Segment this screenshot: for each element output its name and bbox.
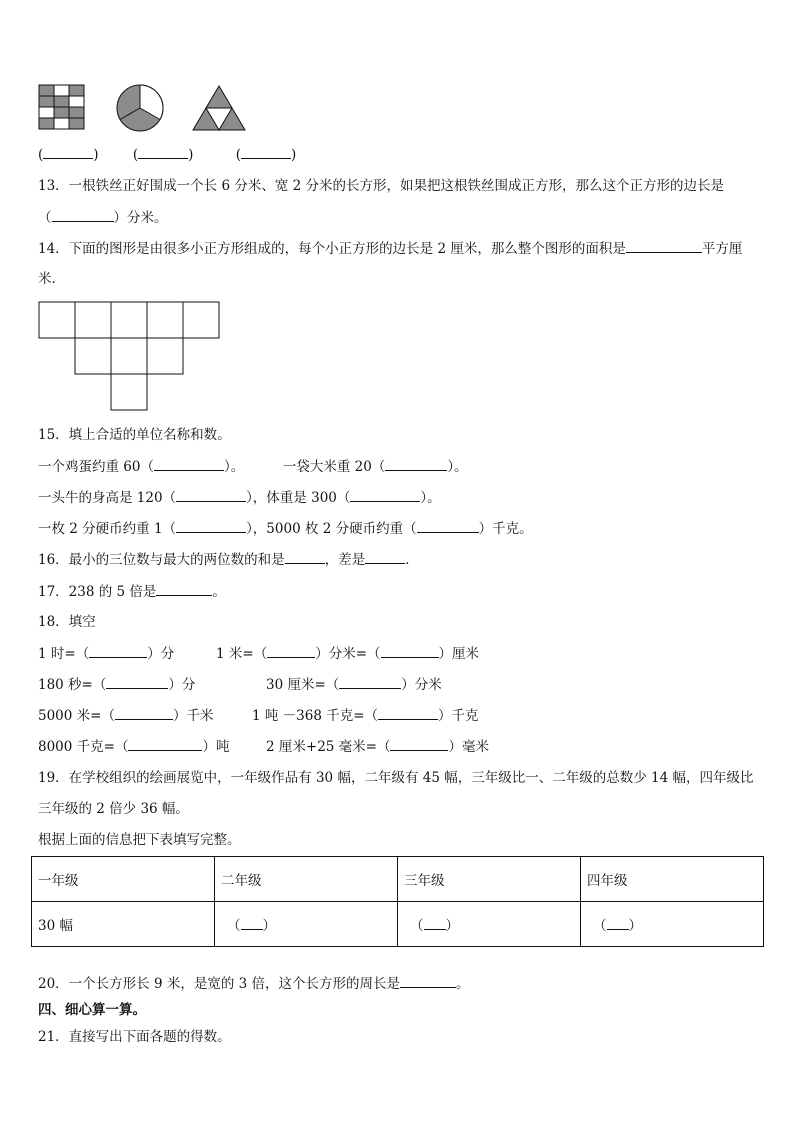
q17-text: 17．238 的 5 倍是 。 (38, 581, 226, 602)
q12-blank-3[interactable]: ( ) (236, 147, 297, 163)
q18-row-1-left: 1 时=（ ）分 (38, 643, 174, 664)
q20-blank[interactable] (400, 973, 456, 988)
header-grade-3: 三年级 (398, 857, 581, 902)
q15-row-3: 一枚 2 分硬币约重 1（ ），5000 枚 2 分硬币约重（ ）千克。 (38, 518, 533, 539)
q19-text: 19．在学校组织的绘画展览中，一年级作品有 30 幅，二年级有 45 幅，三年级比一、二年级的总数少 14 幅，四年级比 (38, 770, 754, 786)
q13-answer-line: （ ）分米。 (38, 207, 168, 228)
q18-blank-30cm[interactable] (339, 674, 401, 689)
section-title: 四、细心算一算。 (38, 1002, 146, 1018)
q18-blank-kg[interactable] (378, 705, 438, 720)
q14-text: 14．下面的图形是由很多小正方形组成的，每个小正方形的边长是 2 厘米，那么整个图形的面积是 平方厘 (38, 238, 742, 259)
q18-blank-cm[interactable] (381, 643, 439, 658)
q15-blank-coins[interactable] (417, 518, 479, 533)
q20-text: 20．一个长方形长 9 米，是宽的 3 倍，这个长方形的周长是 。 (38, 973, 470, 994)
q15-blank-weight[interactable] (350, 487, 420, 502)
q18-row-4-right: 2 厘米+25 毫米=（ ）毫米 (266, 736, 489, 757)
q15-blank-coin[interactable] (176, 518, 246, 533)
grid-fraction-figure (38, 84, 86, 132)
value-grade-4[interactable]: （ ） (581, 902, 764, 947)
q12-answer-blanks (38, 144, 296, 165)
q15-row-2: 一头牛的身高是 120（ ），体重是 300（ ）。 (38, 487, 441, 508)
q13-blank[interactable] (52, 207, 114, 222)
q16-text: 16．最小的三位数与最大的两位数的和是 ，差是 ． (38, 549, 419, 570)
q15-blank-rice[interactable] (385, 456, 447, 471)
q14-text-cont: 米． (38, 271, 65, 287)
q19-instruction: 根据上面的信息把下表填写完整。 (38, 832, 241, 848)
q15-blank-egg[interactable] (154, 456, 224, 471)
q18-row-3-right: 1 吨 －368 千克=（ ）千克 (252, 705, 479, 726)
q15-blank-height[interactable] (176, 487, 246, 502)
table-header-row (32, 857, 764, 902)
q21-text: 21．直接写出下面各题的得数。 (38, 1029, 231, 1045)
q18-row-4-left: 8000 千克=（ ）吨 (38, 736, 229, 757)
q18-row-3-left: 5000 米=（ ）千米 (38, 705, 213, 726)
q15-row-1: 一个鸡蛋约重 60（ ）。 一袋大米重 20（ ）。 (38, 456, 468, 477)
circle-fraction-figure (115, 83, 165, 133)
grade-table (31, 856, 764, 947)
q12-blank-1[interactable]: ( ) (38, 147, 99, 163)
q13-text: 13．一根铁丝正好围成一个长 6 分米、宽 2 分米的长方形，如果把这根铁丝围成正方形，那么这个正方形的边长是 (38, 178, 725, 194)
value-grade-1: 30 幅 (32, 902, 215, 947)
q19-text-cont: 三年级的 2 倍少 36 幅。 (38, 801, 189, 817)
value-grade-3[interactable]: （ ） (398, 902, 581, 947)
q15-title: 15．填上合适的单位名称和数。 (38, 427, 231, 443)
header-grade-4: 四年级 (581, 857, 764, 902)
q18-blank-hour[interactable] (89, 643, 147, 658)
q17-blank[interactable] (156, 581, 212, 596)
q18-blank-km[interactable] (115, 705, 173, 720)
header-grade-2: 二年级 (215, 857, 398, 902)
q18-blank-sec[interactable] (106, 674, 168, 689)
q18-title: 18．填空 (38, 614, 96, 630)
q18-row-1-right: 1 米=（ ）分米=（ ）厘米 (216, 643, 479, 664)
q18-blank-dm[interactable] (267, 643, 315, 658)
square-grid-figure (38, 301, 222, 411)
q18-row-2-left: 180 秒=（ ）分 (38, 674, 195, 695)
triangle-fraction-figure (191, 84, 247, 132)
q12-blank-2[interactable]: ( ) (133, 147, 194, 163)
q14-blank[interactable] (626, 238, 702, 253)
q16-blank-sum[interactable] (285, 549, 325, 564)
q16-blank-diff[interactable] (365, 549, 405, 564)
value-grade-2[interactable]: （ ） (215, 902, 398, 947)
table-row (32, 902, 764, 947)
q18-row-2-right: 30 厘米=（ ）分米 (266, 674, 442, 695)
q18-blank-mm[interactable] (390, 736, 448, 751)
q18-blank-ton[interactable] (128, 736, 202, 751)
header-grade-1: 一年级 (32, 857, 215, 902)
